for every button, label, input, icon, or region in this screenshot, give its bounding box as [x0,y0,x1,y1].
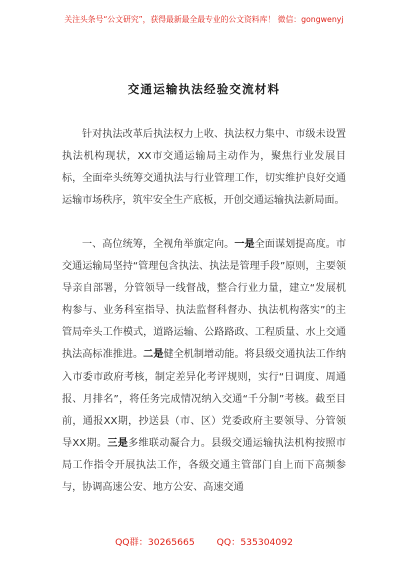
document-title: 交通运输执法经验交流材料 [127,82,281,96]
point-one-marker: 一是 [234,239,255,250]
footer-contact [0,534,408,548]
point-three-marker: 三是 [107,437,129,449]
footer-qq-number: QQ：535304092 [216,537,293,548]
section-one-heading: 一、高位统筹，全视角举旗定向。 [82,239,235,250]
header-banner: 关注头条号“公文研究”，获得最新最全最专业的公文资料库！ 微信：gongwenyj [64,15,344,24]
paragraph-intro: 针对执法改革后执法权力上收、执法权力集中、市级未设置执法机构现状，XX市交通运输局主动作为，聚焦行业发展目标，全面牵头统筹交通执法与行业管理工作，切实维护良好交通运输市场秩序，筑牢安全生产底板，开创交通运输执法新局面。 [62,129,346,207]
paragraph-section-one [62,234,346,499]
point-two-text: 健全机制增动能。将县级交通执法工作纳入市委市政府考核，制定差异化考评规则，实行“日调度、周通报、月排名”，将任务完成情况纳入交通“千分制”考核。截至目前，通报XX期，抄送县（市、区）党委政府主要领导、分管领导XX期。 [62,349,347,449]
point-three-text: 多维联动凝合力。县级交通运输执法机构按照市局工作指令开展执法工作，各级交通主管部门自上而下高频参与，协调高速公安、地方公安、高速交通 [62,437,346,494]
footer-qq-group: QQ群：30265665 [115,537,195,548]
point-one-text: 全面谋划提高度。市交通运输局坚持“管理包含执法、执法是管理手段”原则，主要领导亲自部署，分管领导一线督战，整合行业力量，建立“发展机构参与、业务科室指导、执法监督科督办、执法机构落实”的主管局牵头工作模式，道路运输、公路路政、工程质量、水上交通执法高标准推进。 [62,239,346,361]
point-two-marker: 二是 [143,349,164,361]
